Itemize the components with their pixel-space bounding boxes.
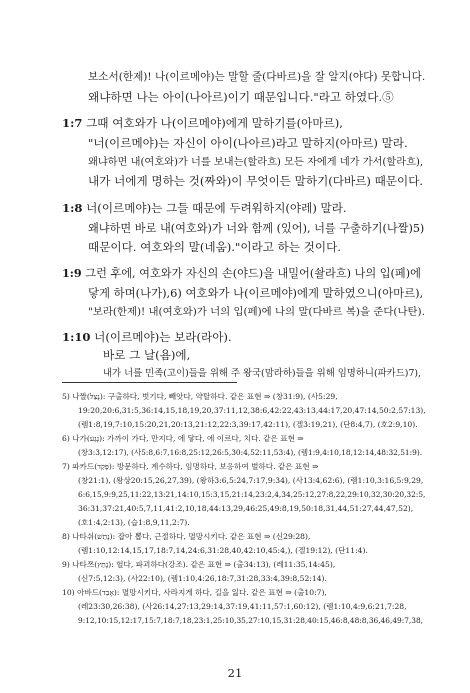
footnote-line: 5) 나짤(נָצַל): 구출하다, 벗기다, 빼앗다, 약탈하다. 같은 표현 ⇒ (창31:9), (사5:29, bbox=[62, 392, 338, 401]
footnote-line: (창21:1), (왕상20:15,26,27,39), (왕하3:6,5:24,7:17,9:34), (사13:4,62:6), (렘1:10,3:16,5:9,29, bbox=[78, 476, 424, 485]
footnote-line: 6) 나가(נָגַע): 가까이 가다, 만지다, 에 닿다, 에 이르다, 치다. 같은 표현 ⇒ bbox=[62, 434, 304, 443]
text-line: 내가 너에게 명하는 것(짜와)이 무엇이든 말하기(다바르) 때문이다. bbox=[88, 174, 424, 188]
text-line: 닿게 하며(나가),6) 여호와가 나(이르메야)에게 말하였으니(아마르), bbox=[88, 286, 424, 300]
footnote-line: 19:20,20:6,31:5,36:14,15,18,19,20,37:11,12,38:6,42:22,43:13,44:17,20,47:14,50:2,57:13), bbox=[78, 406, 426, 415]
text-line: 바로 그 날(욤)에, bbox=[103, 348, 191, 362]
footnote-line: 7) 파카드(פָּקַד): 방문하다, 계수하다, 임명하다, 보응하여 벌하다. 같은 표현 ⇒ bbox=[62, 462, 319, 471]
verse-number: 1:7 bbox=[62, 116, 83, 130]
verse-line: 1:8 너(이르메야)는 그들 때문에 두려워하지(야레) 말라. bbox=[62, 201, 347, 215]
verse-number: 1:9 bbox=[62, 266, 82, 280]
text-line: 왜냐하면 나는 아이(나아르)이기 때문입니다."라고 하였다.⑤ bbox=[88, 90, 394, 104]
verse-number: 1:8 bbox=[62, 201, 83, 215]
text-line: 때문이다. 여호와의 말(네움)."이라고 하는 것이다. bbox=[88, 240, 341, 254]
footnote-line: 9) 나타쯔(נָתַץ): 헐다, 파괴하다(강조). 같은 표현 ⇒ (출34:13), (레11:35,14:45), bbox=[62, 560, 336, 569]
footnote-line: 36:31,37:21,40:5,7,11,41:2,10,18,44:13,29,46:25,49:8,19,50:18,31,44,51:27,44,47,52), bbox=[78, 504, 414, 513]
verse-number: 1:10 bbox=[62, 330, 91, 344]
text-line: 내가 너를 민족(고이)들을 위해 주 왕국(맘라하)들을 위해 임명하니(파카드)7), bbox=[103, 368, 422, 379]
text-line: 보소서(한제)! 나(이르메야)는 말할 줄(다바르)을 잘 알지(야다) 못합니다. bbox=[88, 71, 426, 83]
footnote-line: 8) 나타쉬(נָתַשׁ): 잡아 뽑다, 근절하다, 멸망시키다. 같은 표현 ⇒ (신29:28), bbox=[62, 532, 311, 541]
footnote-line: 10) 아바드(אָבַד): 멸망시키다, 사라지게 하다, 길을 잃다. 같은 표현 ⇒ (출10:7), bbox=[62, 588, 327, 597]
text-line: "너(이르메야)는 자신이 아이(나아르)라고 말하지(아마르) 말라. bbox=[88, 136, 408, 150]
text-line: 왜냐하면 내(여호와)가 너를 보내는(할라흐) 모든 자에게 네가 가서(할라흐), bbox=[88, 157, 424, 168]
verse-line: 1:9 그런 후에, 여호와가 자신의 손(야드)을 내밀어(솰라흐) 나의 입(페)에 bbox=[62, 266, 421, 280]
verse-line: 1:10 너(이르메야)는 보라(라아). bbox=[62, 330, 232, 344]
text-line: "보라(한제)! 내(여호와)가 너의 입(페)에 나의 말(다바르 복)을 준다(나탄). bbox=[88, 306, 425, 318]
footnote-line: 9:12,10:15,12:17,15:7,18:7,18,23:1,25:10,35,27:10,15,31:28,40:15,46:8,48:8,36,46,49:7,38, bbox=[78, 616, 424, 625]
footnote-line: (신7:5,12:3), (사22:10), (렘1:10,4:26,18:7,31:28,33:4,39:8,52:14). bbox=[78, 574, 327, 583]
footnote-line: (렘1:10,12:14,15,17,18:7,14,24:6,31:28,40,42:10,45:4,), (겔19:12), (단11:4). bbox=[78, 546, 368, 555]
page-number: 21 bbox=[227, 666, 243, 680]
footnote-line: (렘1:8,19,7:10,15:20,21,20:13,21:12,22:3,39:17,42:11), (겔3:19,21), (단8:4,7), (호2:9,10). bbox=[78, 420, 418, 429]
footnote-line: (레23:30,26:38), (사26:14,27:13,29:14,37:19,41:11,57:1,60:12), (렘1:10,4:9,6:21,7:28, bbox=[78, 602, 407, 611]
verse-line: 1:7 그때 여호와가 나(이르메야)에게 말하기를(아마르), bbox=[62, 116, 343, 130]
footnote-separator bbox=[62, 382, 237, 383]
text-line: 왜냐하면 바로 내(여호와)가 너와 함께 (있어), 너를 구출하기(나짤)5) bbox=[88, 222, 425, 235]
footnote-line: (호1:4,2:13), (습1:8,9,11,2:7). bbox=[78, 518, 190, 527]
footnote-line: 6:6,15,9:9,25,11:22,13:21,14:10,15:3,15,21:14,23:2,4,34,25:12,27:8,22,29:10,32,30:20,32:5, bbox=[78, 490, 426, 499]
footnote-line: (창3:3,12:17), (사5:8,6:7,16:8,25:12,26:5,30:4,52:11,53:4), (렘1:9,4:10,18,12:14,48:32,51:9). bbox=[78, 448, 423, 457]
